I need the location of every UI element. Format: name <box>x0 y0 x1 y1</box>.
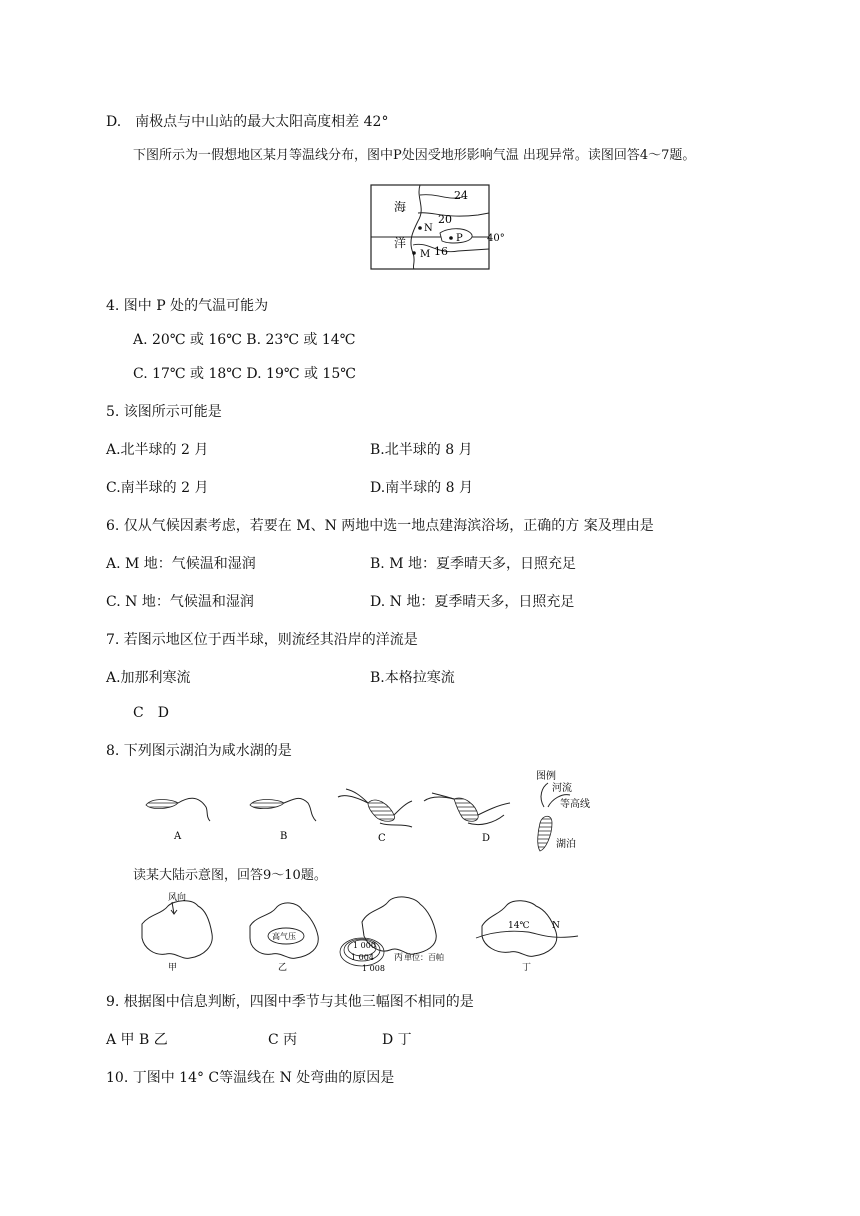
high-pressure-label: 高气压 <box>272 932 296 941</box>
q4-stem: 4. 图中 P 处的气温可能为 <box>106 298 269 314</box>
q4-options-cd: C. 17℃ 或 18℃ D. 19℃ 或 15℃ <box>133 366 356 382</box>
lat-label: 40° <box>487 233 505 244</box>
q9-option-d: D 丁 <box>382 1032 412 1048</box>
lake-legend <box>536 769 590 851</box>
m-label: M <box>420 249 431 260</box>
m-point <box>412 251 416 255</box>
yi-label: 乙 <box>278 963 288 973</box>
legend-contour: 等高线 <box>560 799 590 810</box>
sea-label-2: 洋 <box>394 236 407 250</box>
continent-ding <box>476 901 578 973</box>
n-point <box>418 226 422 230</box>
ding-label: 丁 <box>522 963 532 973</box>
lake-a-label: A <box>174 831 182 842</box>
lake-a <box>146 798 210 842</box>
q9-option-c: C 丙 <box>268 1032 298 1048</box>
q7-option-b: B.本格拉寒流 <box>370 670 455 686</box>
iso-1004-label: 1 004 <box>351 953 374 962</box>
iso-20-label: 20 <box>438 213 452 226</box>
q10-stem: 10. 丁图中 14° C等温线在 N 处弯曲的原因是 <box>106 1070 395 1086</box>
intro-4-7: 下图所示为一假想地区某月等温线分布，图中P处因受地形影响气温 出现异常。读图回答4～7题。 <box>133 148 696 163</box>
lake-d-label: D <box>482 833 491 844</box>
p-label: P <box>456 233 463 244</box>
legend-title: 图例 <box>536 771 556 782</box>
q8-stem: 8. 下列图示湖泊为咸水湖的是 <box>106 743 292 759</box>
option-d-q3: D. 南极点与中山站的最大太阳高度相差 42° <box>106 114 389 130</box>
iso-14-label: 14℃ <box>508 921 530 931</box>
iso-24-label: 24 <box>454 189 468 202</box>
q7-option-a: A.加那利寒流 <box>106 670 191 686</box>
continent-figures <box>132 888 592 978</box>
lake-c-label: C <box>378 833 386 844</box>
lake-figures <box>132 765 622 857</box>
continent-jia <box>142 891 212 973</box>
q7-options-cd: C D <box>133 705 169 721</box>
q9-stem: 9. 根据图中信息判断，四图中季节与其他三幅图不相同的是 <box>106 994 474 1010</box>
sea-label-1: 海 <box>394 200 407 214</box>
unit-label: 单位：百帕 <box>404 953 444 962</box>
q5-option-a: A.北半球的 2 月 <box>106 442 209 458</box>
q5-option-c: C.南半球的 2 月 <box>106 480 209 496</box>
lake-b <box>250 798 316 842</box>
q9-options-ab: A 甲 B 乙 <box>106 1032 168 1048</box>
q6-option-d: D. N 地：夏季晴天多，日照充足 <box>370 594 575 610</box>
lake-b-label: B <box>280 831 288 842</box>
q6-option-a: A. M 地：气候温和湿润 <box>106 556 256 572</box>
n-label: N <box>424 223 433 234</box>
q6-option-b: B. M 地：夏季晴天多，日照充足 <box>370 556 576 572</box>
wind-label: 风向 <box>168 893 187 903</box>
isotherm-map <box>368 183 513 273</box>
q7-stem: 7. 若图示地区位于西半球，则流经其沿岸的洋流是 <box>106 632 418 648</box>
q6-stem: 6. 仅从气候因素考虑，若要在 M、N 两地中选一地点建海滨浴场，正确的方 案及理由是 <box>106 518 654 534</box>
continent-bing <box>340 897 444 973</box>
jia-label: 甲 <box>168 963 178 973</box>
q4-options-ab: A. 20℃ 或 16℃ B. 23℃ 或 14℃ <box>133 332 356 348</box>
q5-option-b: B.北半球的 8 月 <box>370 442 473 458</box>
iso-1008-label: 1 008 <box>362 964 385 973</box>
lake-c <box>338 789 412 844</box>
q5-option-d: D.南半球的 8 月 <box>370 480 473 496</box>
iso-16-label: 16 <box>434 245 448 258</box>
iso-1000-label: 1 000 <box>353 941 376 950</box>
n-point-label: N <box>552 921 560 931</box>
intro-9-10: 读某大陆示意图，回答9～10题。 <box>133 868 327 883</box>
bing-label: 丙 <box>394 953 404 963</box>
legend-river: 河流 <box>552 783 572 794</box>
continent-yi <box>250 903 318 973</box>
q6-option-c: C. N 地：气候温和湿润 <box>106 594 254 610</box>
legend-lake: 湖泊 <box>556 839 576 850</box>
lake-d <box>424 793 510 844</box>
p-point <box>449 236 453 240</box>
q5-stem: 5. 该图所示可能是 <box>106 404 222 420</box>
